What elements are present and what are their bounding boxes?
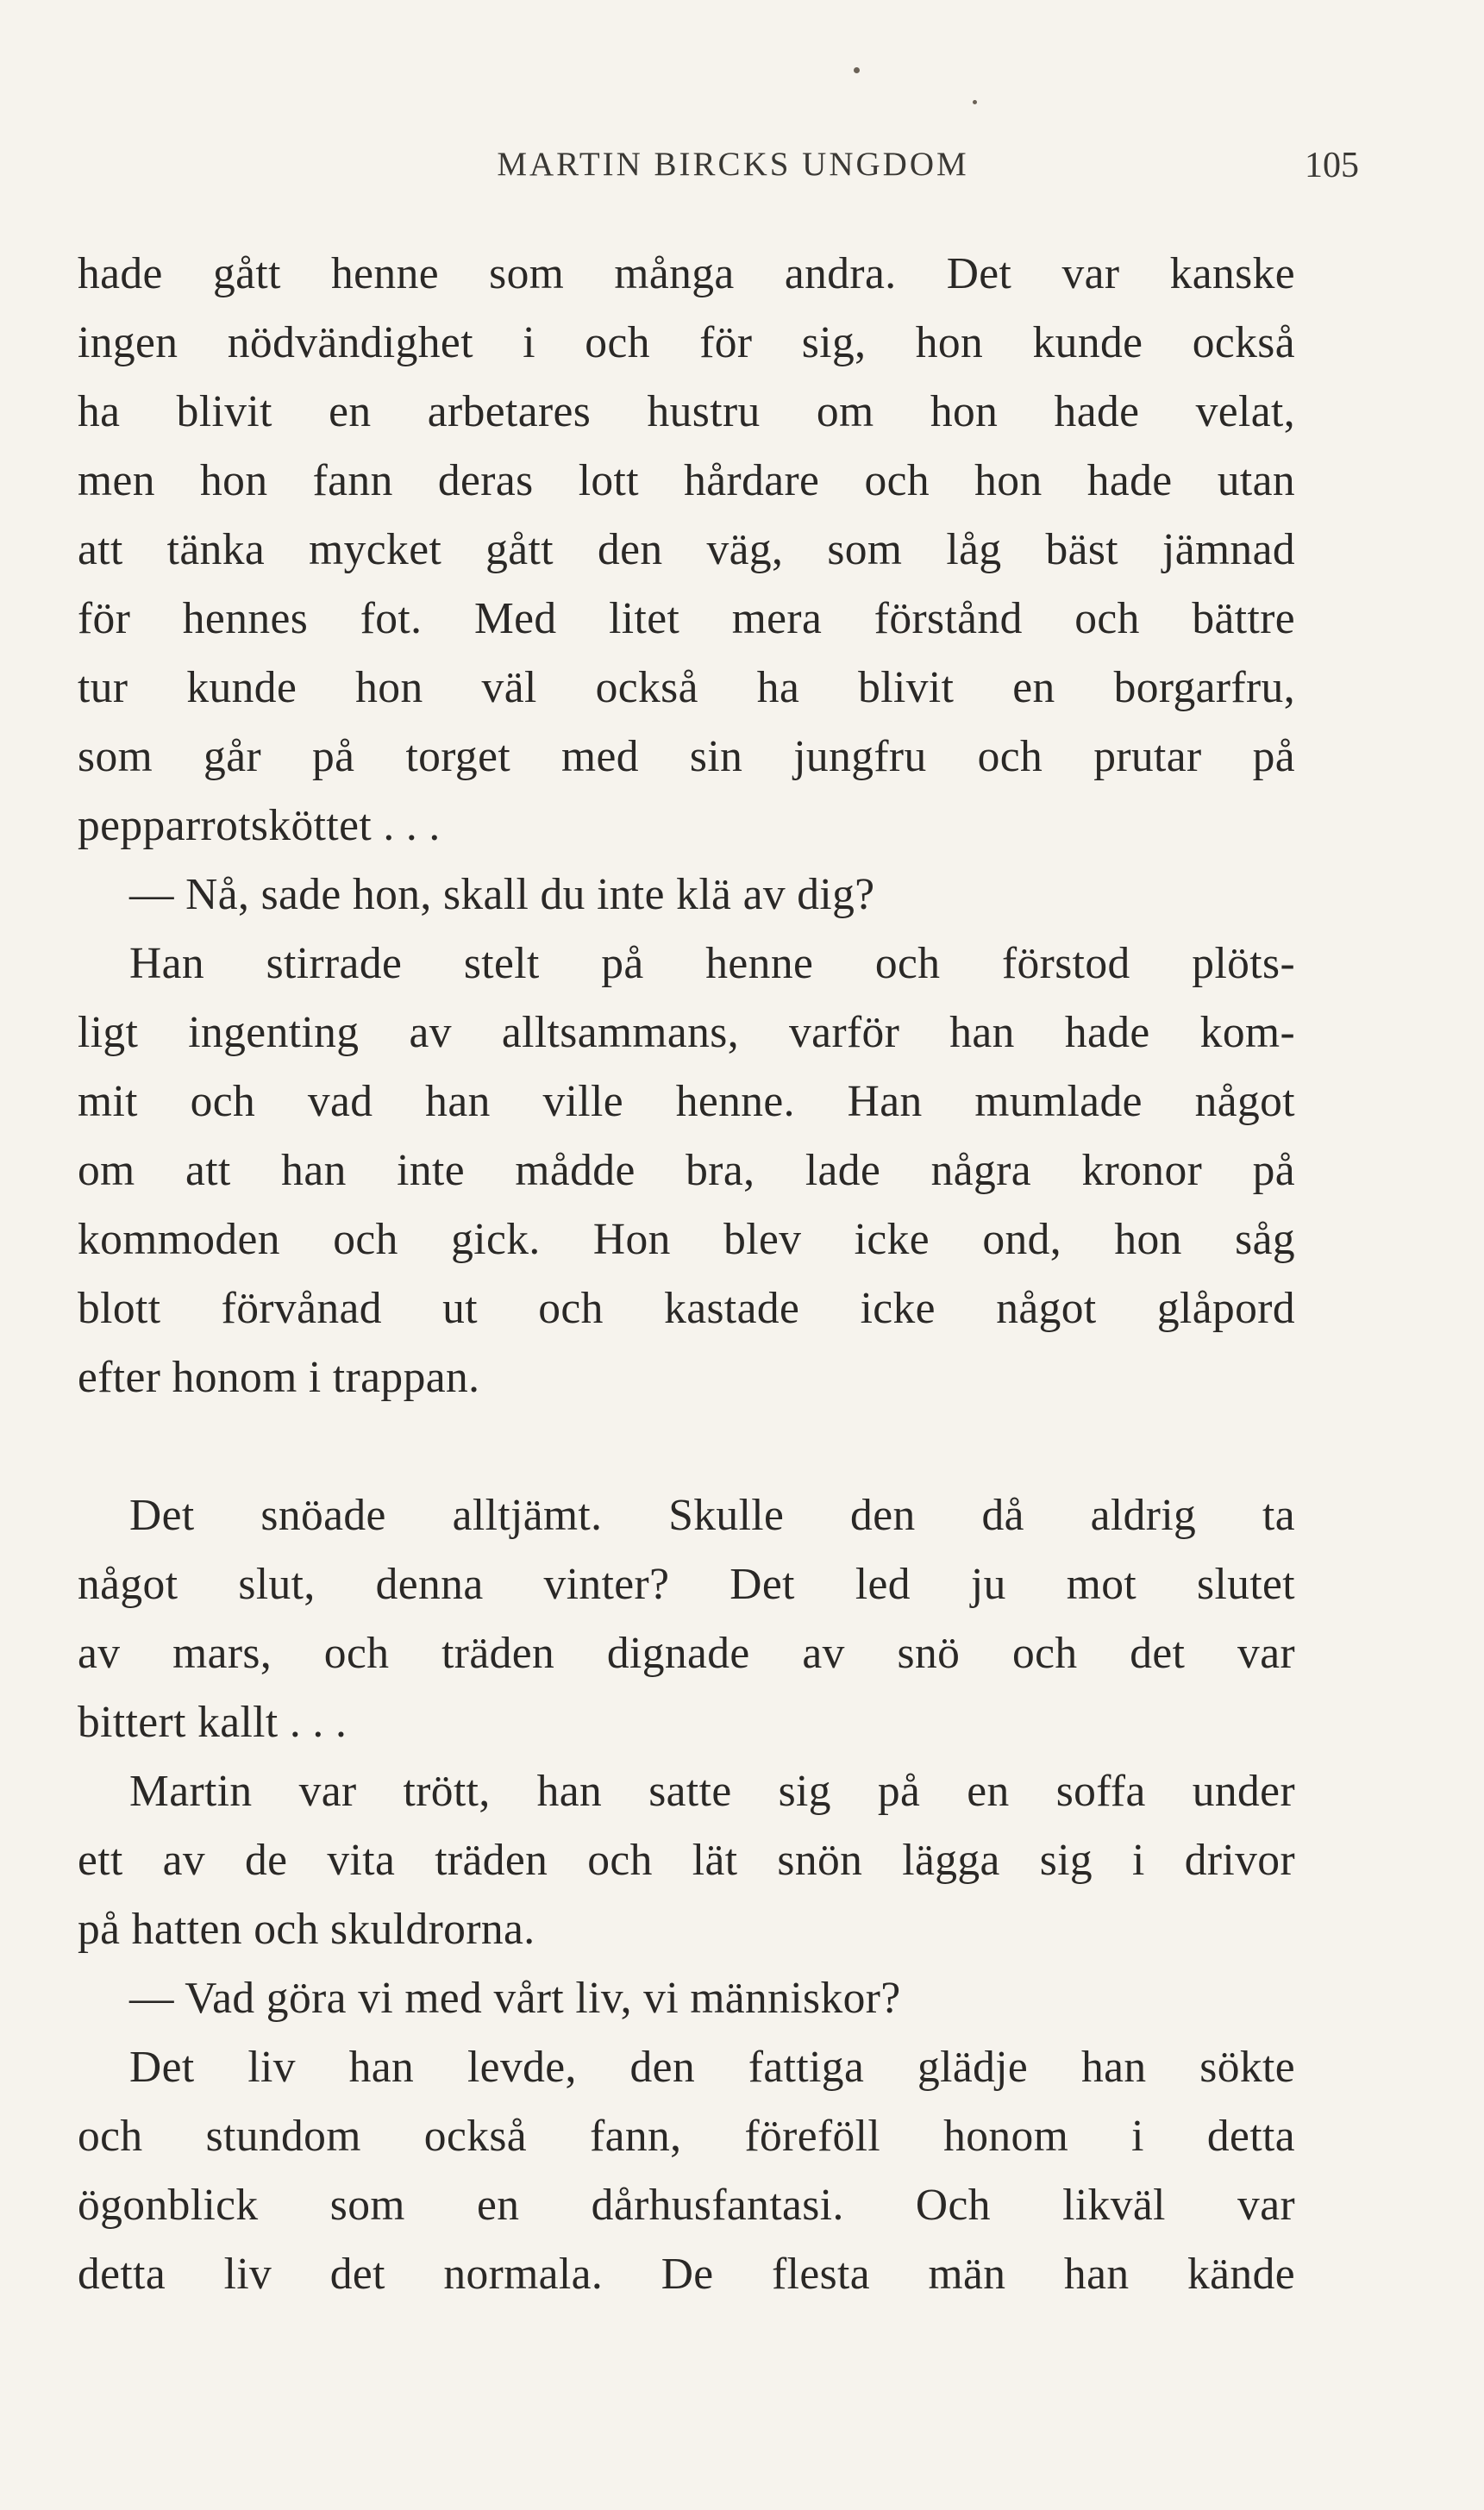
text-line: — Nå, sade hon, skall du inte klä av dig? — [129, 870, 875, 919]
text-line: om att han inte mådde bra, lade några kronor på — [78, 1146, 1295, 1195]
text-line: men hon fann deras lott hårdare och hon hade utan — [78, 456, 1295, 505]
text-line: ögonblick som en dårhusfantasi. Och likväl var — [78, 2181, 1295, 2230]
text-line: ligt ingenting av alltsammans, varför han hade kom- — [78, 1008, 1295, 1057]
text-line: och stundom också fann, föreföll honom i detta — [78, 2112, 1295, 2161]
text-line: bittert kallt . . . — [78, 1698, 348, 1747]
text-line: Det snöade alltjämt. Skulle den då aldrig ta — [129, 1491, 1295, 1540]
page-number: 105 — [1305, 146, 1359, 185]
body-text — [78, 240, 1295, 2309]
running-header — [78, 145, 1359, 197]
text-line: något slut, denna vinter? Det led ju mot slutet — [78, 1560, 1295, 1609]
paragraph — [78, 240, 1295, 861]
text-line: mit och vad han ville henne. Han mumlade något — [78, 1077, 1295, 1126]
text-line: som går på torget med sin jungfru och prutar på — [78, 732, 1295, 781]
text-line: pepparrotsköttet . . . — [78, 801, 441, 850]
paragraph — [78, 1481, 1295, 1757]
paragraph — [78, 2033, 1295, 2309]
text-line: Han stirrade stelt på henne och förstod plöts- — [129, 939, 1295, 988]
section-break — [78, 1412, 1295, 1481]
text-line: för hennes fot. Med litet mera förstånd och bättre — [78, 594, 1295, 643]
paragraph — [78, 1757, 1295, 1964]
text-line: — Vad göra vi med vårt liv, vi människor? — [129, 1974, 901, 2023]
text-line: hade gått henne som många andra. Det var kanske — [78, 249, 1295, 298]
text-line: Martin var trött, han satte sig på en soffa under — [129, 1767, 1295, 1816]
ink-speck — [973, 100, 977, 104]
text-line: ingen nödvändighet i och för sig, hon kunde också — [78, 318, 1295, 367]
dialogue-paragraph — [78, 861, 1295, 930]
text-line: av mars, och träden dignade av snö och det var — [78, 1629, 1295, 1678]
text-line: Det liv han levde, den fattiga glädje han sökte — [129, 2043, 1295, 2092]
text-line: ett av de vita träden och lät snön lägga sig i drivor — [78, 1836, 1295, 1885]
dialogue-paragraph — [78, 1964, 1295, 2033]
text-line: att tänka mycket gått den väg, som låg bäst jämnad — [78, 525, 1295, 574]
text-line: detta liv det normala. De flesta män han kände — [78, 2250, 1295, 2299]
text-line: kommoden och gick. Hon blev icke ond, hon såg — [78, 1215, 1295, 1264]
ink-speck — [854, 67, 860, 73]
text-line: på hatten och skuldrorna. — [78, 1905, 535, 1954]
running-title: MARTIN BIRCKS UNGDOM — [497, 146, 969, 183]
text-line: blott förvånad ut och kastade icke något glåpord — [78, 1284, 1295, 1333]
text-line: tur kunde hon väl också ha blivit en borgarfru, — [78, 663, 1295, 712]
text-line: ha blivit en arbetares hustru om hon hade velat, — [78, 387, 1295, 436]
paragraph — [78, 930, 1295, 1412]
text-line: efter honom i trappan. — [78, 1353, 480, 1402]
